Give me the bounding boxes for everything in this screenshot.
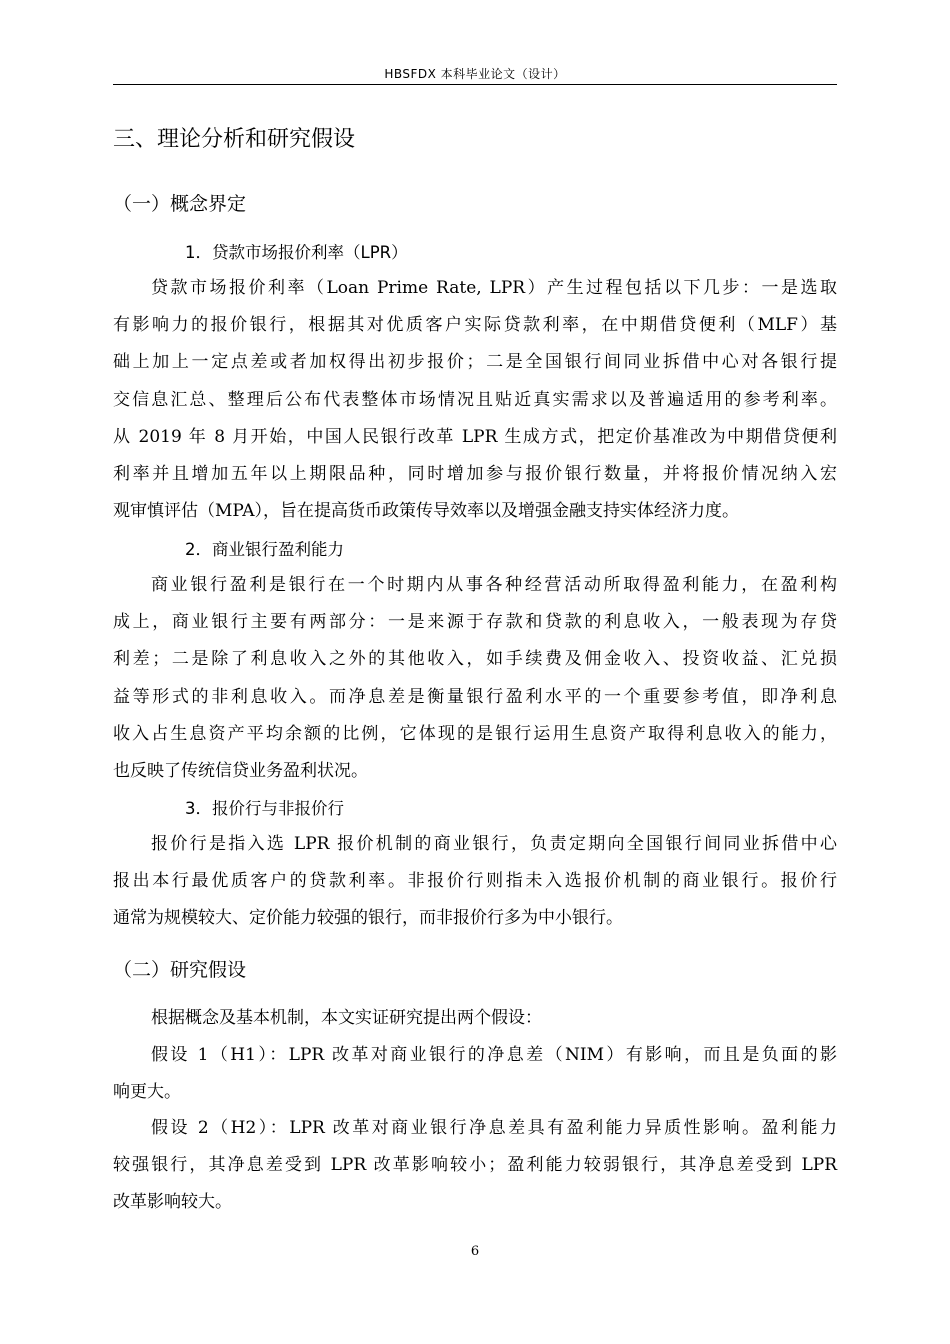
paragraph-line: 假设 1（H1）：LPR 改革对商业银行的净息差（NIM）有影响，而且是负面的影: [151, 1045, 837, 1065]
header-rule: [113, 84, 837, 85]
paragraph-lpr: [113, 270, 837, 530]
paragraph-line: 利率并且增加五年以上期限品种，同时增加参与报价银行数量，并将报价情况纳入宏: [113, 463, 837, 484]
paragraph-quoting-banks: [113, 826, 837, 938]
paragraph-line: 报出本行最优质客户的贷款利率。非报价行则指未入选报价机制的商业银行。报价行: [113, 871, 837, 892]
paragraph-line: 收入占生息资产平均余额的比例，它体现的是银行运用生息资产取得利息收入的能力，: [113, 723, 837, 744]
paragraph-line: 观审慎评估（MPA），旨在提高货币政策传导效率以及增强金融支持实体经济力度。: [113, 501, 740, 522]
subsection-title-concepts: （一）概念界定: [113, 193, 247, 215]
paragraph-line: 假设 2（H2）：LPR 改革对商业银行净息差具有盈利能力异质性影响。盈利能力: [151, 1118, 837, 1138]
paragraph-line: 通常为规模较大、定价能力较强的银行，而非报价行多为中小银行。: [113, 908, 623, 929]
paragraph-line: 贷款市场报价利率（Loan Prime Rate, LPR）产生过程包括以下几步：一是选取: [151, 278, 837, 298]
paragraph-line: 报价行是指入选 LPR 报价机制的商业银行，负责定期向全国银行间同业拆借中心: [151, 834, 837, 854]
paragraph-line: 成上，商业银行主要有两部分：一是来源于存款和贷款的利息收入，一般表现为存贷: [113, 612, 837, 633]
paragraph-line: 础上加上一定点差或者加权得出初步报价；二是全国银行间同业拆借中心对各银行提: [113, 352, 837, 373]
paragraph-profitability: [113, 567, 837, 790]
page-number: 6: [470, 1244, 480, 1259]
item-title-profitability: 2．商业银行盈利能力: [185, 540, 344, 559]
section-title: 三、理论分析和研究假设: [113, 127, 356, 152]
paragraph-hypothesis-1: [113, 1037, 837, 1111]
paragraph-line: 从 2019 年 8 月开始，中国人民银行改革 LPR 生成方式，把定价基准改为中期借贷便利: [113, 426, 837, 447]
paragraph-line: 根据概念及基本机制，本文实证研究提出两个假设：: [151, 1008, 542, 1028]
paragraph-hypothesis-2: [113, 1110, 837, 1222]
paragraph-hypotheses-intro: [113, 1000, 837, 1037]
paragraph-line: 益等形式的非利息收入。而净息差是衡量银行盈利水平的一个重要参考值，即净利息: [113, 686, 837, 707]
paragraph-line: 较强银行，其净息差受到 LPR 改革影响较小；盈利能力较弱银行，其净息差受到 LPR: [113, 1155, 837, 1176]
paragraph-line: 交信息汇总、整理后公布代表整体市场情况且贴近真实需求以及普遍适用的参考利率。: [113, 389, 837, 410]
item-title-quoting-banks: 3．报价行与非报价行: [185, 799, 344, 818]
subsection-title-hypotheses: （二）研究假设: [113, 959, 247, 981]
paragraph-line: 响更大。: [113, 1082, 181, 1103]
paragraph-line: 也反映了传统信贷业务盈利状况。: [113, 760, 368, 781]
paragraph-line: 利差；二是除了利息收入之外的其他收入，如手续费及佣金收入、投资收益、汇兑损: [113, 649, 837, 670]
running-header: HBSFDX 本科毕业论文（设计）: [384, 67, 566, 81]
paragraph-line: 改革影响较大。: [113, 1192, 232, 1213]
paragraph-line: 有影响力的报价银行，根据其对优质客户实际贷款利率，在中期借贷便利（MLF）基: [113, 315, 837, 336]
paragraph-line: 商业银行盈利是银行在一个时期内从事各种经营活动所取得盈利能力，在盈利构: [151, 575, 837, 595]
item-title-lpr: 1．贷款市场报价利率（LPR）: [185, 243, 408, 262]
